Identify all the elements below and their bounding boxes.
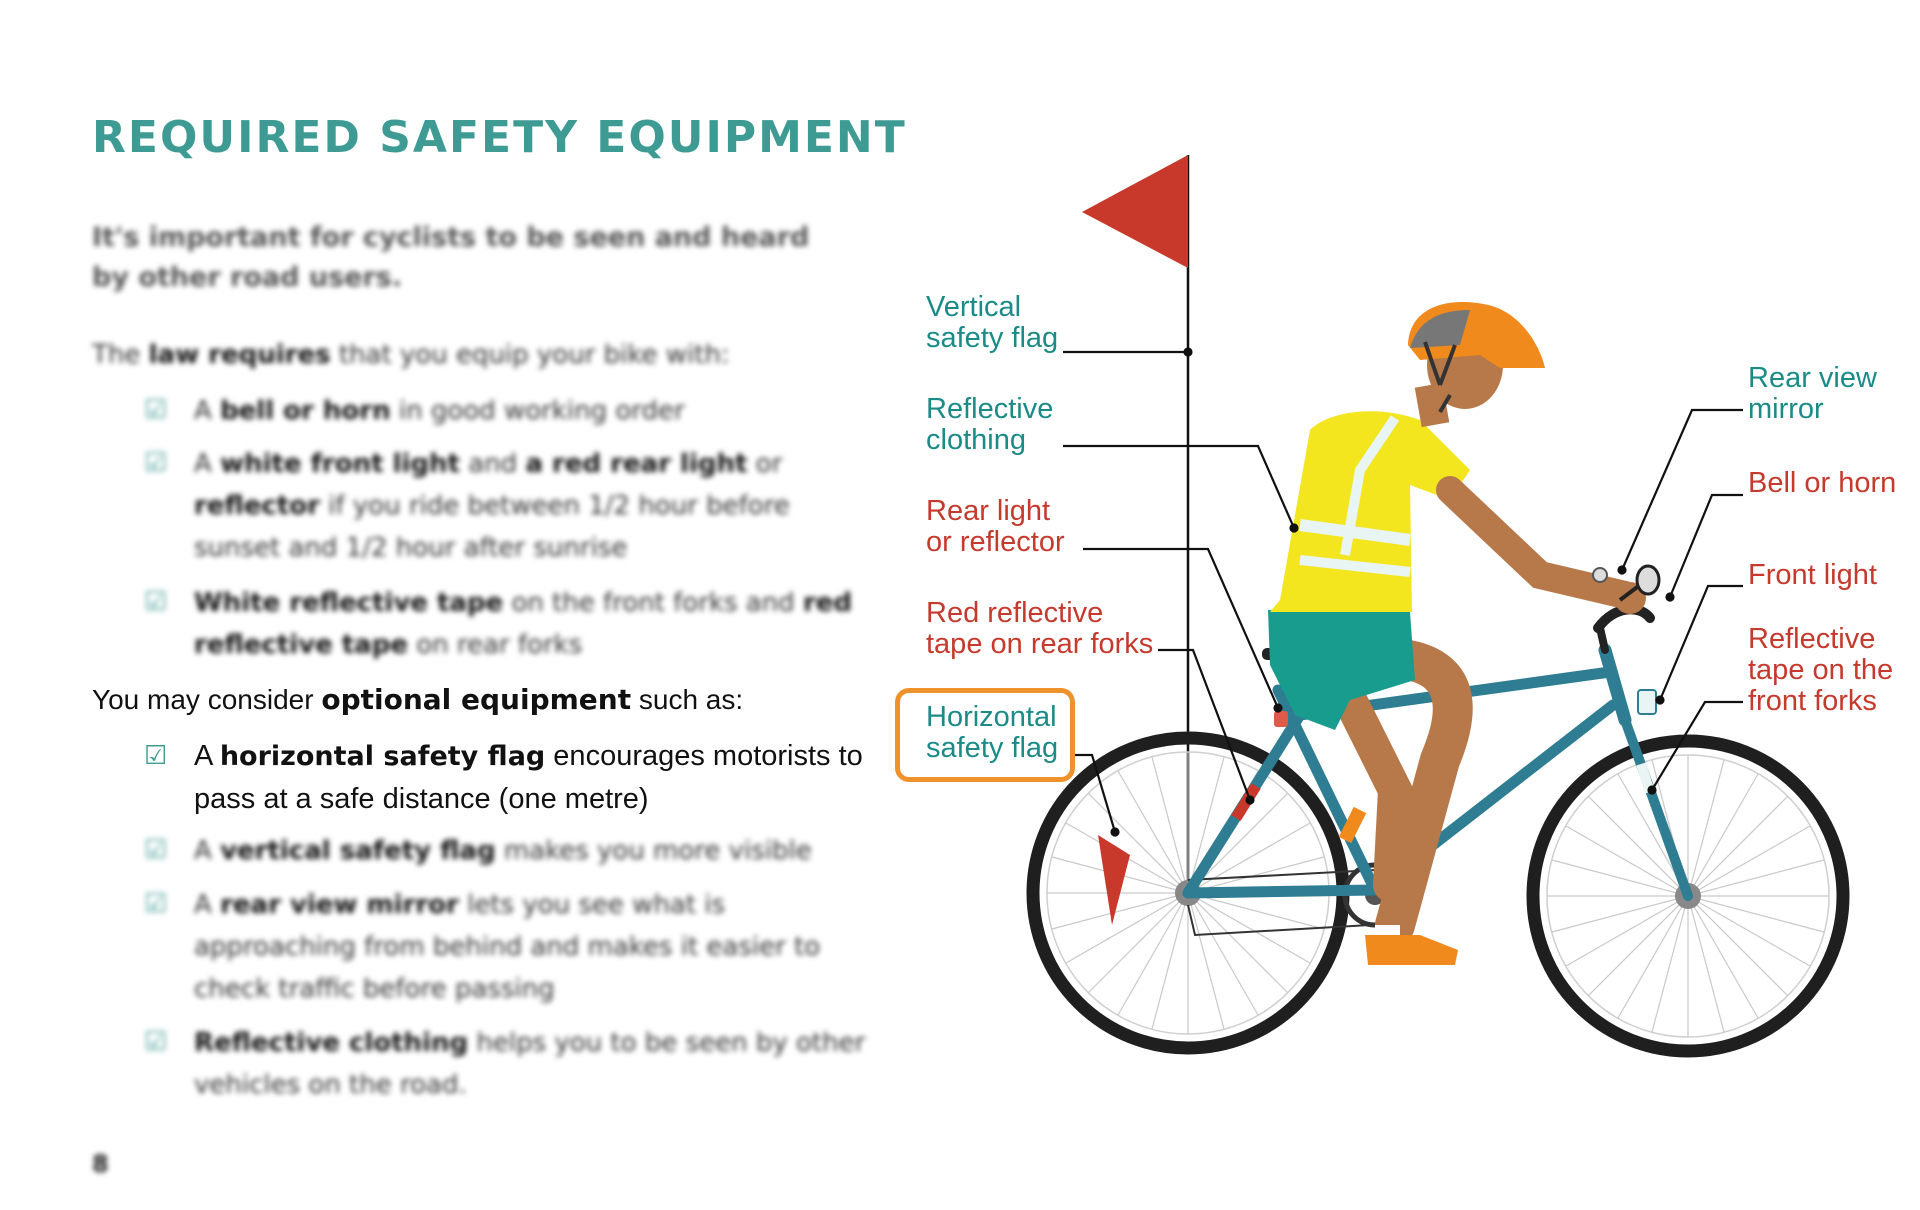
- law-intro-suffix: that you equip your bike with:: [330, 340, 730, 370]
- label-rear-light: [926, 496, 1065, 558]
- label-horizontal-flag: [926, 702, 1058, 764]
- item-text-part: or: [747, 449, 783, 479]
- label-line: Reflective: [1748, 623, 1876, 655]
- label-line: tape on the: [1748, 654, 1894, 686]
- label-line: Red reflective: [926, 597, 1104, 629]
- checkbox-icon: ☑: [144, 889, 168, 919]
- optional-intro-suffix: such as:: [631, 684, 744, 715]
- item-text-part: A: [194, 740, 220, 772]
- checkbox-icon: ☑: [144, 395, 168, 425]
- intro-text: It's important for cyclists to be seen and heard by other road users.: [92, 222, 810, 293]
- label-line: safety flag: [926, 732, 1059, 764]
- item-text-part: on the front forks and: [503, 588, 803, 618]
- law-intro-bold: law requires: [148, 340, 331, 370]
- label-reflective-clothing: [926, 394, 1053, 456]
- front-light-icon: [1638, 690, 1656, 714]
- vertical-flag-icon: [1082, 155, 1188, 905]
- label-line: Rear light: [926, 495, 1051, 527]
- label-line: Vertical: [926, 291, 1022, 323]
- rear-light-icon: [1274, 711, 1288, 727]
- checkbox-icon: ☑: [144, 587, 168, 617]
- bell-icon: [1593, 568, 1607, 582]
- label-line: Bell or horn: [1748, 467, 1897, 499]
- label-line: Front light: [1748, 559, 1877, 591]
- item-text-part: makes you more visible: [495, 836, 812, 866]
- checkbox-icon: ☑: [144, 835, 168, 865]
- horizontal-flag-icon: [1098, 835, 1130, 925]
- checkbox-icon: ☑: [144, 1027, 168, 1057]
- label-rear-mirror: [1748, 363, 1877, 425]
- item-text-part: A: [194, 890, 221, 920]
- item-text-part: in good working order: [390, 396, 685, 426]
- item-text-part: A: [194, 449, 221, 479]
- item-text-part: A: [194, 836, 221, 866]
- optional-intro-bold: optional equipment: [321, 683, 632, 716]
- label-line: or reflector: [926, 526, 1065, 558]
- item-text-part: on rear forks: [407, 630, 583, 660]
- item-text-bold: White reflective tape: [194, 588, 504, 618]
- label-line: Horizontal: [926, 701, 1057, 733]
- optional-intro-prefix: You may consider: [92, 684, 322, 715]
- checkbox-icon: ☑: [144, 740, 168, 770]
- page-title: REQUIRED SAFETY EQUIPMENT: [92, 112, 907, 163]
- item-text-bold: reflector: [194, 491, 320, 521]
- item-text-bold: white front light: [220, 449, 460, 479]
- item-text-part: A: [194, 396, 221, 426]
- label-line: front forks: [1748, 685, 1877, 717]
- label-line: tape on rear forks: [926, 628, 1154, 660]
- label-bell: [1748, 468, 1896, 499]
- label-line: Rear view: [1748, 362, 1877, 394]
- cyclist-icon: [1268, 302, 1646, 965]
- item-text-bold: red reflective tape: [194, 588, 853, 660]
- law-intro-prefix: The: [92, 340, 149, 370]
- page-number: 8: [92, 1150, 109, 1178]
- label-line: clothing: [926, 424, 1026, 456]
- item-text-bold: Reflective clothing: [194, 1028, 469, 1058]
- label-line: mirror: [1748, 393, 1824, 425]
- item-text-bold: horizontal safety flag: [219, 741, 546, 772]
- label-front-tape: [1748, 624, 1893, 717]
- label-line: safety flag: [926, 322, 1059, 354]
- item-text-bold: bell or horn: [220, 396, 391, 426]
- item-text-bold: vertical safety flag: [220, 836, 496, 866]
- item-text-part: if you ride between 1/2 hour before sunset and 1/2 hour after sunrise: [194, 491, 790, 563]
- checkbox-icon: ☑: [144, 448, 168, 478]
- label-vertical-flag: [926, 292, 1058, 354]
- item-text-bold: rear view mirror: [220, 890, 459, 920]
- label-front-light: [1748, 560, 1877, 591]
- item-text-part: encourages motorists to pass at a safe distance (one metre): [194, 740, 863, 815]
- label-line: Reflective: [926, 393, 1054, 425]
- label-rear-tape: [926, 598, 1153, 660]
- item-text-part: and: [459, 449, 526, 479]
- item-text-bold: a red rear light: [525, 449, 748, 479]
- item-text-part: lets you see what is approaching from behind and makes it easier to check traffic before passing: [194, 890, 821, 1004]
- item-text-part: helps you to be seen by other vehicles on the road.: [194, 1028, 866, 1100]
